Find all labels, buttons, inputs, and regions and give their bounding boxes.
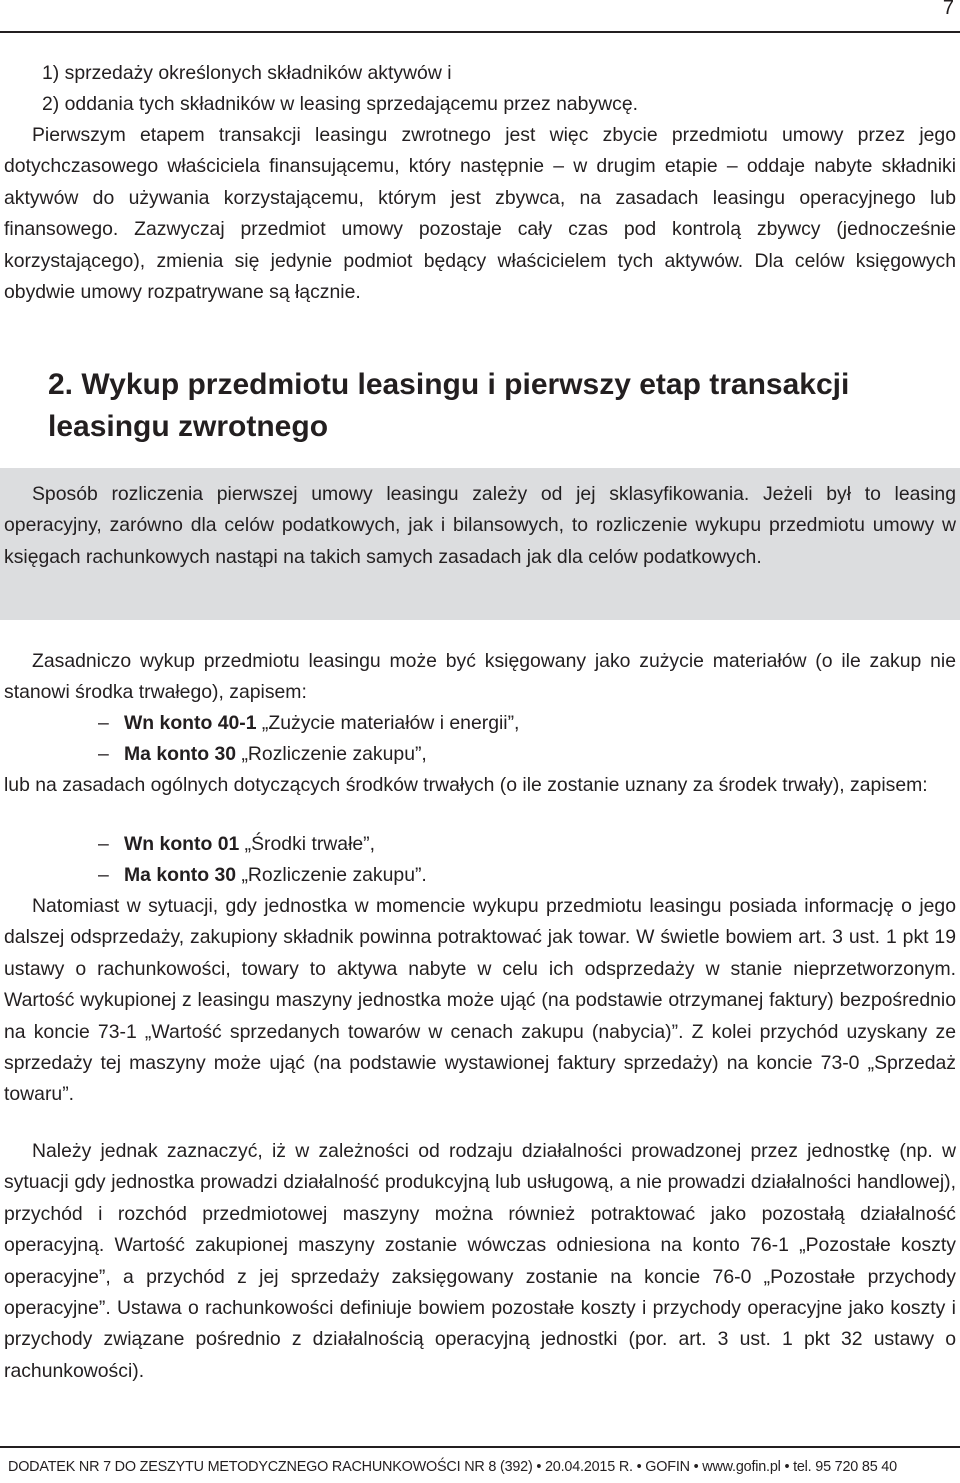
list-item: 2) oddania tych składników w leasing sprzedającemu przez nabywcę. — [42, 93, 639, 115]
accounting-entry: – Ma konto 30 „Rozliczenie zakupu”, — [98, 743, 427, 765]
top-rule — [0, 31, 960, 33]
paragraph-operating: Należy jednak zaznaczyć, iż w zależności od rodzaju działalności prowadzonej przez jednostkę (np. w sytuacji gdy jednostka prowadzi działalność produkcyjną lub usługową, a nie prowadzi działalności handlowej), przychód i rozchód przedmiotowej maszyny można również potraktować jako pozostałą działalność operacyjną. Wartość zakupionej maszyny zostanie wówczas odniesiona na konto 76-1 „Pozostałe koszty operacyjne”, a przychód z jej sprzedaży zaksięgowany zostanie na koncie 76-0 „Pozostałe przychody operacyjne”. Ustawa o rachunkowości definiuje bowiem pozostałe koszty i przychody operacyjne jako koszty i przychody związane pośrednio z działalnością operacyjną jednostki (por. art. 3 ust. 1 pkt 32 ustawy o rachunkowości). — [4, 1140, 956, 1382]
page-number: 7 — [942, 0, 954, 19]
section-heading-line1: 2. Wykup przedmiotu leasingu i pierwszy etap transakcji — [48, 368, 850, 401]
section-heading-line2: leasingu zwrotnego — [48, 410, 329, 443]
paragraph-fixed-assets: lub na zasadach ogólnych dotyczących środków trwałych (o ile zostanie uznany za środek trwały), zapisem: — [4, 774, 928, 796]
list-item: 1) sprzedaży określonych składników aktywów i — [42, 62, 452, 84]
accounting-entry: – Wn konto 40-1 „Zużycie materiałów i energii”, — [98, 712, 520, 734]
section-heading — [48, 364, 849, 448]
bottom-rule — [0, 1446, 960, 1448]
accounting-entry: – Wn konto 01 „Środki trwałe”, — [98, 833, 376, 855]
highlight-box — [0, 468, 960, 620]
paragraph-purchase: Zasadniczo wykup przedmiotu leasingu może być księgowany jako zużycie materiałów (o ile zakup nie stanowi środka trwałego), zapisem: — [4, 650, 956, 704]
paragraph-goods: Natomiast w sytuacji, gdy jednostka w momencie wykupu przedmiotu leasingu posiada informację o jego dalszej odsprzedaży, zakupiony składnik powinna potraktować jak towar. W świetle bowiem art. 3 ust. 1 pkt 19 ustawy o rachunkowości, towary to aktywa nabyte w celu ich odsprzedaży w stanie nieprzetworzonym. Wartość wykupionej z leasingu maszyny jednostka może ująć (na podstawie otrzymanej faktury) bezpośrednio na koncie 73-1 „Wartość sprzedanych towarów w cenach zakupu (nabycia)”. Z kolei przychód uzyskany ze sprzedaży tej maszyny może ująć (na podstawie wystawionej faktury sprzedaży) na koncie 73-0 „Sprzedaż towaru”. — [4, 895, 956, 1106]
paragraph-intro: Pierwszym etapem transakcji leasingu zwrotnego jest więc zbycie przedmiotu umowy przez jego dotychczasowego właściciela finansującemu, który następnie – w drugim etapie – oddaje nabyte składniki aktywów do używania korzystającemu, którym jest zbywca, na zasadach leasingu operacyjnego lub finansowego. Zazwyczaj przedmiot umowy pozostaje cały czas pod kontrolą zbywcy (jednocześnie korzystającego), zmienia się jedynie podmiot będący właścicielem tych aktywów. Dla celów księgowych obydwie umowy rozpatrywane są łącznie. — [4, 124, 956, 304]
highlight-text: Sposób rozliczenia pierwszej umowy leasingu zależy od jej sklasyfikowania. Jeżeli był to leasing operacyjny, zarówno dla celów podatkowych, jak i bilansowych, to rozliczenie wykupu przedmiotu umowy w księgach rachunkowych nastąpi na takich samych zasadach jak dla celów podatkowych. — [4, 483, 956, 568]
accounting-entry: – Ma konto 30 „Rozliczenie zakupu”. — [98, 864, 427, 886]
page-footer: DODATEK NR 7 DO ZESZYTU METODYCZNEGO RACHUNKOWOŚCI NR 8 (392) • 20.04.2015 R. • GOFIN • www.gofin.pl • tel. 95 720 85 40 — [8, 1459, 897, 1475]
